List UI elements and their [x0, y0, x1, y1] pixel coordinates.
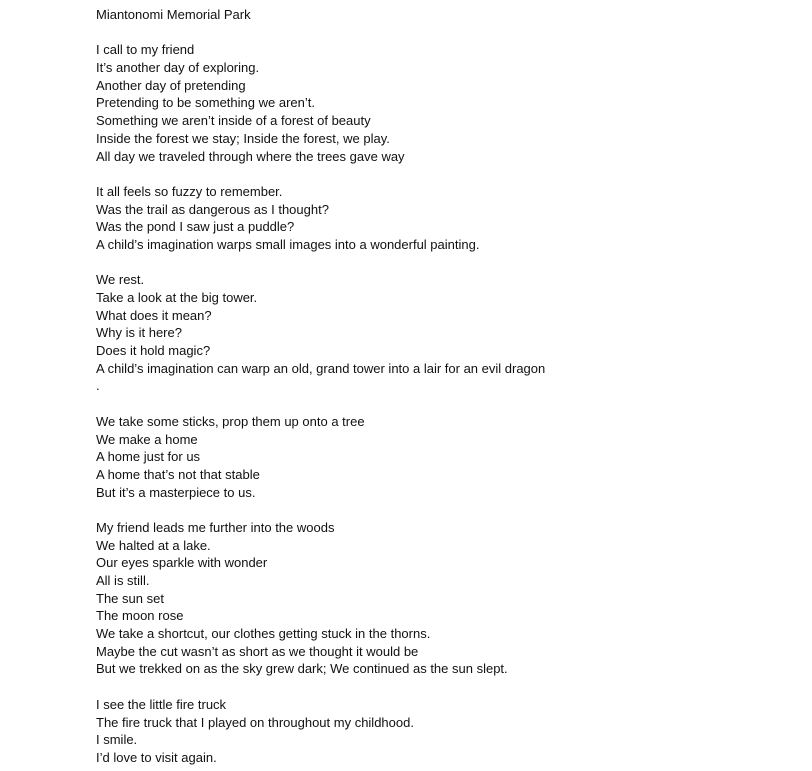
poem-line: It’s another day of exploring. — [96, 60, 260, 76]
poem-line: What does it mean? — [96, 307, 212, 323]
poem-line: The moon rose — [96, 608, 184, 624]
poem-line: A home that’s not that stable — [96, 466, 260, 482]
poem-line: . — [96, 378, 100, 394]
poem-line: Take a look at the big tower. — [96, 290, 258, 305]
stanza — [96, 519, 796, 678]
poem-line: Why is it here? — [96, 325, 182, 341]
poem-line: A child’s imagination can warp an old, grand tower into a lair for an evil dragon — [96, 360, 546, 376]
poem-line: But it’s a masterpiece to us. — [96, 484, 256, 500]
poem-line: I see the little fire truck — [96, 696, 227, 712]
poem-line: Pretending to be something we aren’t. — [96, 95, 315, 111]
stanza — [96, 271, 796, 395]
poem-line: Was the pond I saw just a puddle? — [96, 219, 295, 235]
stanza — [96, 41, 796, 165]
poem-line: I smile. — [96, 732, 138, 748]
poem-line: I’d love to visit again. — [96, 749, 217, 765]
poem-line: We take a shortcut, our clothes getting stuck in the thorns. — [96, 626, 431, 642]
stanza-gap — [96, 395, 796, 413]
stanza-gap — [96, 165, 796, 183]
poem-line: Does it hold magic? — [96, 343, 211, 359]
poem-line: It all feels so fuzzy to remember. — [96, 183, 283, 199]
poem-line: Inside the forest we stay; Inside the forest, we play. — [96, 130, 390, 146]
document-page — [96, 6, 796, 767]
poem-line: A child’s imagination warps small images into a wonderful painting. — [96, 236, 480, 252]
stanza — [96, 413, 796, 501]
poem-line: I call to my friend — [96, 42, 195, 58]
poem-line: Our eyes sparkle with wonder — [96, 555, 268, 571]
poem-line: Another day of pretending — [96, 77, 246, 93]
poem-line: But we trekked on as the sky grew dark; We continued as the sun slept. — [96, 661, 508, 677]
stanza-gap — [96, 501, 796, 519]
stanza — [96, 183, 796, 254]
poem-line: Was the trail as dangerous as I thought? — [96, 201, 329, 217]
poem-line: We make a home — [96, 431, 198, 447]
poem-line: Maybe the cut wasn’t as short as we thought it would be — [96, 643, 419, 659]
poem-body — [96, 41, 796, 766]
poem-line: A home just for us — [96, 449, 201, 465]
stanza-gap — [96, 678, 796, 696]
poem-line: All day we traveled through where the trees gave way — [96, 148, 405, 164]
stanza — [96, 696, 796, 767]
stanza-gap — [96, 24, 796, 42]
stanza-gap — [96, 254, 796, 272]
poem-line: We halted at a lake. — [96, 537, 211, 553]
poem-title: Miantonomi Memorial Park — [96, 7, 251, 22]
poem-line: We take some sticks, prop them up onto a tree — [96, 413, 365, 429]
poem-line: My friend leads me further into the woods — [96, 519, 335, 535]
poem-line: The fire truck that I played on throughout my childhood. — [96, 714, 414, 730]
poem-line: All is still. — [96, 573, 150, 588]
poem-line: Something we aren’t inside of a forest of beauty — [96, 113, 371, 129]
poem-line: We rest. — [96, 272, 145, 288]
poem-line: The sun set — [96, 590, 164, 606]
